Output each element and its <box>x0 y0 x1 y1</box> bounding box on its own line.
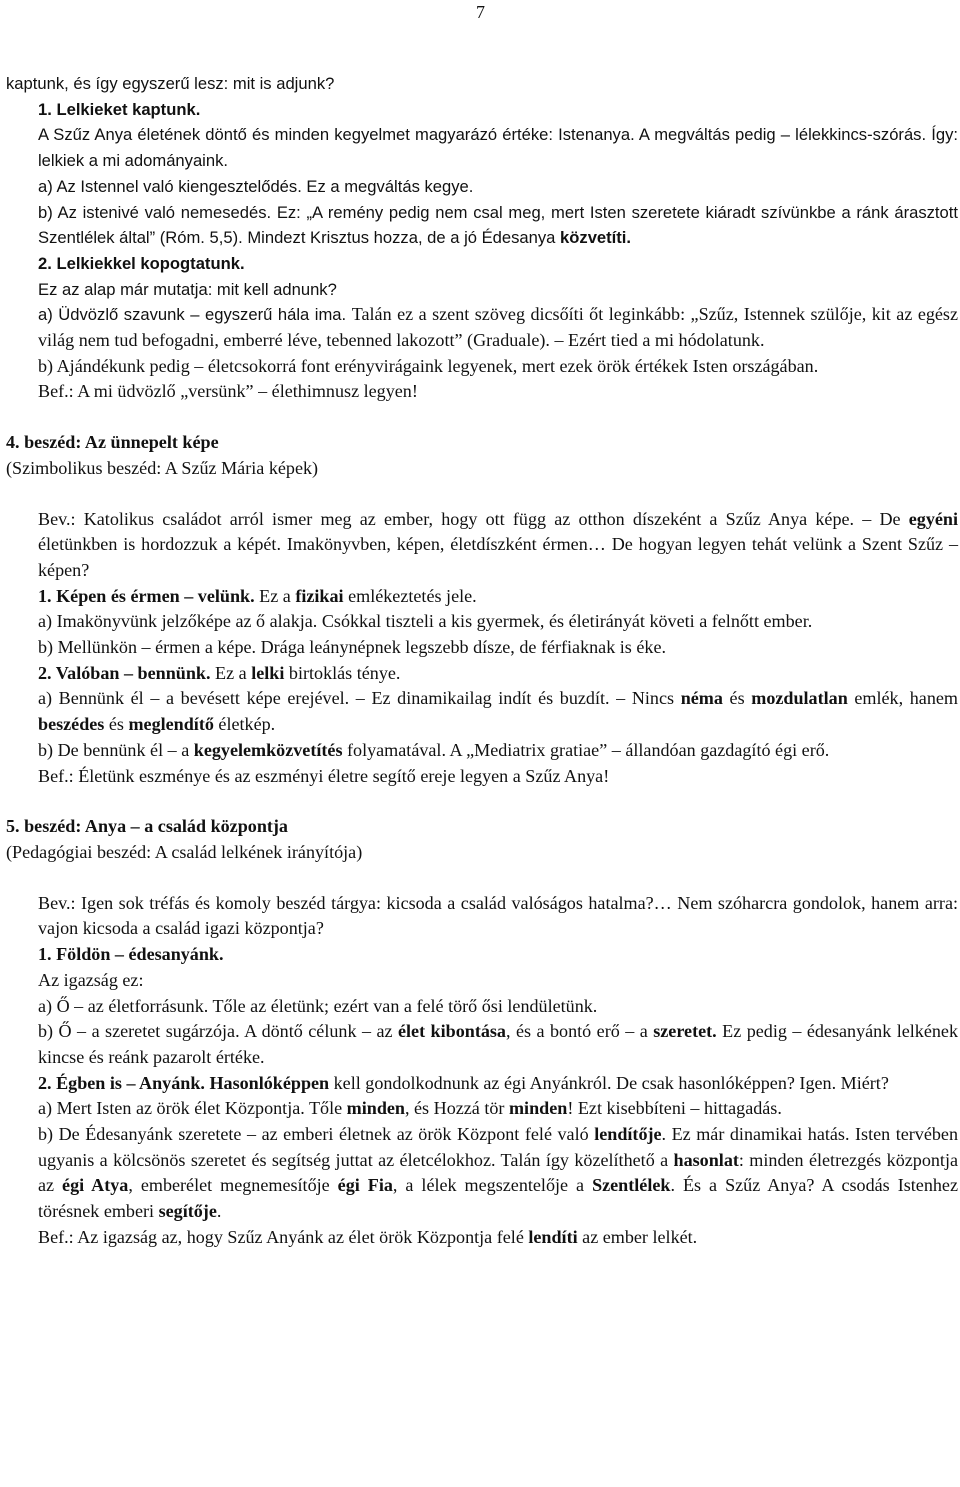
text-run: . És a Szűz Anya? A csodás Istenhez törésnek emberi <box>38 1175 958 1222</box>
text-run: a) Imakönyvünk jelzőképe az ő alakja. Csókkal tiszteli a kis gyermek, és életirányát követi a felnőtt ember. <box>38 611 813 632</box>
text-run: . <box>216 1201 222 1222</box>
text-run: mozdulatlan <box>751 688 848 709</box>
text-run: életkép. <box>213 714 276 735</box>
text-run: kell gondolkodnunk az égi Anyánkról. De csak hasonlóképpen? Igen. Miért? <box>329 1072 889 1093</box>
text-run: , a lélek megszentelője a <box>392 1175 593 1196</box>
text-run: a) Az Istennel való kiengesztelődés. Ez a megváltás kegye. <box>38 176 474 196</box>
text-run: 1. Képen és érmen – velünk. <box>38 585 255 606</box>
paragraph-p28 <box>6 1071 958 1097</box>
paragraph-p26 <box>6 994 958 1020</box>
text-run: , és Hozzá tör <box>404 1098 509 1119</box>
paragraph-spacer <box>6 482 958 507</box>
paragraph-spacer <box>6 866 958 891</box>
text-run: Ez pedig – édesanyánk lelkének kincse és reánk pazarolt értéke. <box>38 1021 958 1067</box>
text-run: Ez az alap már mutatja: mit kell adnunk? <box>38 279 337 299</box>
text-run: b) Az istenivé való nemesedés. Ez: „A remény pedig nem csal meg, mert Isten szeretete kiáradt szívünkbe a ránk árasztott Szentlélek által” (Róm. 5,5). Mindezt Krisztus hozza, de a jó Édesanya <box>38 202 958 248</box>
text-run: beszédes <box>38 714 105 735</box>
text-run: élet kibontása <box>397 1021 506 1042</box>
text-run: az ember lelkét. <box>577 1226 698 1247</box>
text-run: közvetíti. <box>560 228 632 248</box>
text-run: és <box>104 714 129 735</box>
text-run: lendítője <box>594 1124 662 1145</box>
paragraph-p24 <box>6 942 958 968</box>
paragraph-p4 <box>6 174 958 200</box>
text-run: b) Ajándékunk pedig – életcsokorrá font erényvirágaink legyenek, mert ezek örök értékek Isten országában. <box>38 355 819 376</box>
paragraph-p16 <box>6 635 958 661</box>
paragraph-p21 <box>6 814 958 840</box>
paragraph-p13 <box>6 507 958 584</box>
text-run: a) Üdvözlő szavunk – egyszerű hála ima. <box>38 305 352 325</box>
text-run: folyamatával. A „Mediatrix gratiae” – állandóan gazdagító égi erő. <box>342 739 830 760</box>
paragraph-p20 <box>6 764 958 790</box>
text-run: Bev.: Igen sok tréfás és komoly beszéd tárgya: kicsoda a család valóságos hatalma?… Nem szóharcra gondolok, hanem arra: vajon kicsoda a család igazi központja? <box>38 892 958 939</box>
text-run: ! Ezt kisebbíteni – hittagadás. <box>567 1098 782 1119</box>
text-run: 2. Égben is – Anyánk. Hasonlóképpen <box>38 1072 330 1093</box>
paragraph-p3 <box>6 122 958 173</box>
paragraph-p15 <box>6 609 958 635</box>
paragraph-p25 <box>6 968 958 994</box>
text-run: b) Mellünkön – érmen a képe. Drága leánynépnek legszebb dísze, de férfiaknak is éke. <box>38 637 666 658</box>
paragraph-p5 <box>6 200 958 251</box>
text-run: néma <box>680 688 723 709</box>
paragraph-p29 <box>6 1096 958 1122</box>
text-run: , emberélet megnemesítője <box>128 1175 338 1196</box>
page-number: 7 <box>476 2 485 22</box>
text-run: Bef.: Az igazság az, hogy Szűz Anyánk az élet örök Központja felé <box>38 1226 529 1247</box>
text-run: lelki <box>251 662 285 683</box>
paragraph-p1 <box>6 71 958 97</box>
text-run: és <box>722 688 752 709</box>
paragraph-p18 <box>6 686 958 737</box>
paragraph-p8 <box>6 302 958 353</box>
text-run: Szentlélek <box>592 1175 671 1196</box>
text-run: hasonlat <box>673 1149 739 1170</box>
paragraph-p12 <box>6 456 958 482</box>
text-run: kaptunk, és így egyszerű lesz: mit is adjunk? <box>6 74 335 93</box>
paragraph-p2 <box>6 97 958 123</box>
text-run: lendíti <box>528 1226 578 1247</box>
text-run: Bef.: A mi üdvözlő „versünk” – élethimnusz legyen! <box>38 381 418 402</box>
paragraph-p23 <box>6 891 958 942</box>
text-run: Bef.: Életünk eszménye és az eszményi életre segítő ereje legyen a Szűz Anya! <box>38 765 610 786</box>
text-run: 1. Lelkieket kaptunk. <box>38 99 201 119</box>
text-run: Az igazság ez: <box>38 969 144 990</box>
text-run: kegyelemközvetítés <box>193 739 343 760</box>
text-run: A Szűz Anya életének döntő és minden kegyelmet magyarázó értéke: Istenanya. A megváltás pedig – lélekkincs-szórás. Így: lelkiek a mi adományaink. <box>38 125 958 171</box>
paragraph-p7 <box>6 277 958 303</box>
text-run: Ez a <box>254 585 296 606</box>
text-run: b) De bennünk él – a <box>38 739 194 760</box>
text-run: életünkben is hordozzuk a képét. Imakönyvben, képen, életdíszként érmen… De hogyan legyen tehát velünk a Szent Szűz – képen? <box>38 534 958 580</box>
paragraph-p22 <box>6 840 958 866</box>
text-run: egyéni <box>908 508 958 529</box>
paragraph-p6 <box>6 251 958 277</box>
text-run: , és a bontó erő – a <box>505 1021 654 1042</box>
text-run: minden <box>508 1098 568 1119</box>
paragraph-spacer <box>6 789 958 814</box>
paragraph-p31 <box>6 1225 958 1251</box>
page-content <box>6 71 958 1251</box>
text-run: a) Ő – az életforrásunk. Tőle az életünk; ezért van a felé törő ősi lendületünk. <box>38 995 598 1016</box>
text-run: meglendítő <box>128 714 214 735</box>
paragraph-p11 <box>6 430 958 456</box>
text-run: segítője <box>158 1201 217 1222</box>
text-run: emlékeztetés jele. <box>343 585 477 606</box>
text-run: 4. beszéd: Az ünnepelt képe <box>6 432 219 453</box>
text-run: Bev.: Katolikus családot arról ismer meg az ember, hogy ott függ az otthon díszeként a Szűz Anya képe. – De <box>38 508 909 529</box>
text-run: Talán ez a szent szöveg dicsőíti őt leginkább: „Szűz, Istennek szülője, kit az egész világ nem tud befogadni, emberré léve, tebenned lakozott” (Graduale). – Ezért tied a mi hódolatunk. <box>38 304 958 351</box>
text-run: b) De Édesanyánk szeretete – az emberi életnek az örök Központ felé való <box>38 1124 595 1145</box>
paragraph-p27 <box>6 1019 958 1070</box>
text-run: . Ez már dinamikai hatás. Isten tervében ugyanis a kölcsönös szeretet és segítség juttat az életcélokhoz. Talán így közelíthető a <box>38 1124 958 1170</box>
text-run: égi Fia <box>337 1175 393 1196</box>
text-run: 2. Lelkiekkel kopogtatunk. <box>38 253 245 273</box>
text-run: (Pedagógiai beszéd: A család lelkének irányítója) <box>6 841 363 862</box>
paragraph-p9 <box>6 354 958 380</box>
text-run: b) Ő – a szeretet sugárzója. A döntő célunk – az <box>38 1021 398 1042</box>
text-run: Ez a <box>210 662 252 683</box>
text-run: a) Mert Isten az örök élet Központja. Tőle <box>38 1098 347 1119</box>
paragraph-p17 <box>6 661 958 687</box>
text-run: 2. Valóban – bennünk. <box>38 662 211 683</box>
paragraph-p19 <box>6 738 958 764</box>
text-run: égi Atya <box>62 1175 129 1196</box>
text-run: 5. beszéd: Anya – a család központja <box>6 816 288 837</box>
text-run: : minden életrezgés központja az <box>38 1149 959 1196</box>
text-run: 1. Földön – édesanyánk. <box>38 944 224 965</box>
text-run: birtoklás ténye. <box>284 662 401 683</box>
text-run: (Szimbolikus beszéd: A Szűz Mária képek) <box>6 457 319 478</box>
text-run: emlék, hanem <box>847 688 958 709</box>
paragraph-spacer <box>6 405 958 430</box>
text-run: fizikai <box>295 585 344 606</box>
text-run: a) Bennünk él – a bevésett képe erejével. – Ez dinamikailag indít és buzdít. – Nincs <box>38 688 681 709</box>
paragraph-p14 <box>6 584 958 610</box>
text-run: szeretet. <box>653 1021 717 1042</box>
paragraph-p10 <box>6 379 958 405</box>
text-run: minden <box>346 1098 405 1119</box>
paragraph-p30 <box>6 1122 958 1225</box>
